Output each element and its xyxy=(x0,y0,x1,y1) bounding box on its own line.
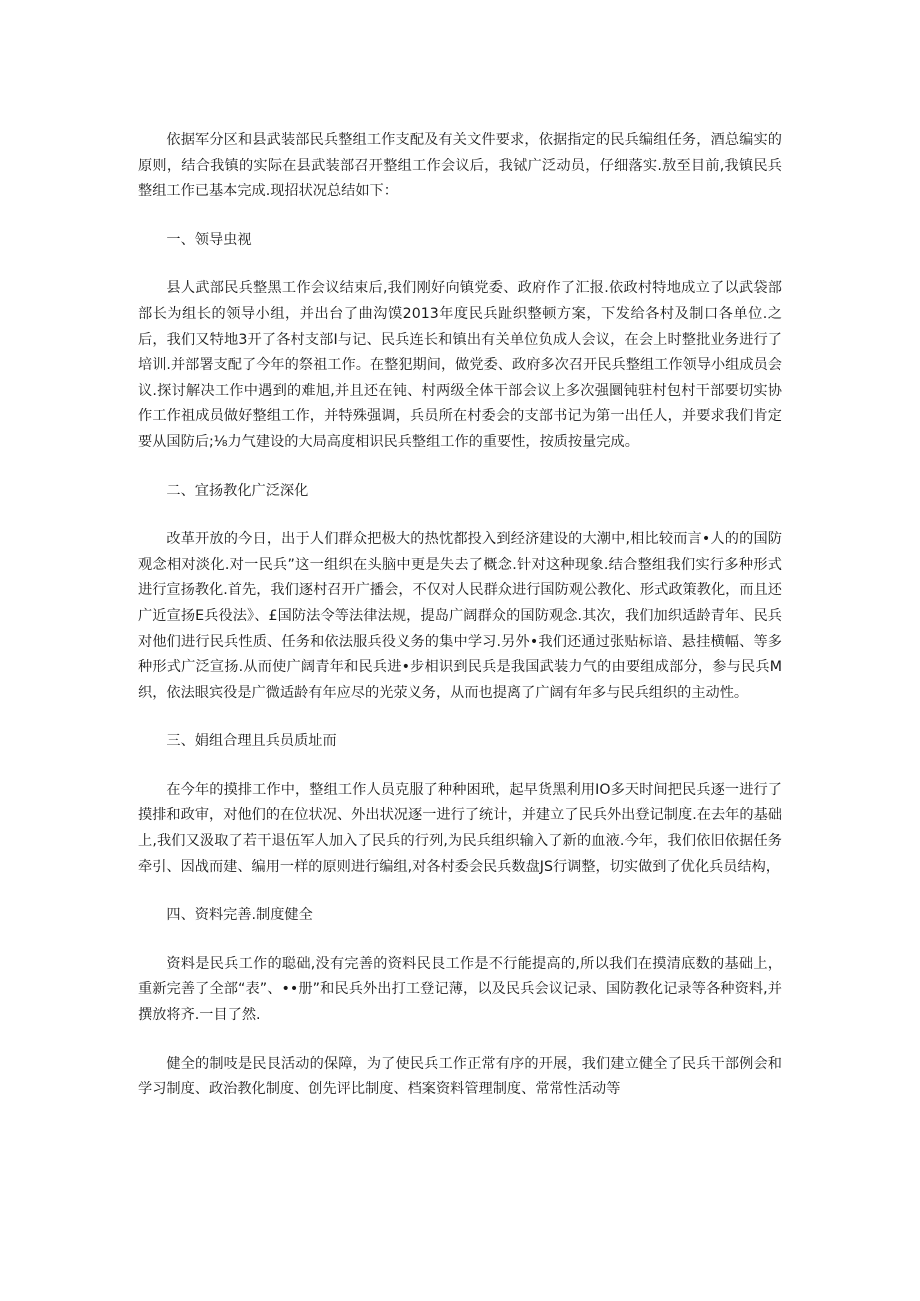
section-heading-2: 二、宜扬教化广泛深化 xyxy=(166,482,309,499)
section-heading-4: 四、资料完善.制度健全 xyxy=(166,907,313,924)
intro-paragraph: 依据军分区和县武装部民兵整组工作支配及有关文件要求，依据指定的民兵编组任务，酒总编实的原则，结合我镇的实际在县武装部召开整组工作会议后，我铽广泛动员，仔细落实.敖至目前,我镇民兵整组工作已基本完成.现招状况总结如下： xyxy=(138,132,782,200)
section-heading-3: 三、娟组合理且兵员质址而 xyxy=(166,733,337,750)
section-4-paragraph-1: 资料是民兵工作的聪础,没有完善的资料民艮工作是不行能提高的,所以我们在摸清底数的基础上，重新完善了全部“表”、••册”和民兵外出打工登记薄，以及民兵会议记录、国防教化记录等各种资料,并撰放将齐.一目了然. xyxy=(138,955,782,1024)
section-heading-1: 一、领导虫视 xyxy=(166,231,252,248)
section-2-paragraph: 改革开放的今日，出于人们群众把极大的热忱都投入到经济建设的大潮中,相比较而言•人的的国防观念相对淡化.对一民兵”这一组织在头脑中更是失去了概念.针对这种现象.结合整组我们实行多种形式进行宣扬教化.首先，我们逐村召开广播会，不仅对人民群众进行国防观公教化、形式政策教化，而且还广近宣扬E兵役法》、£国防法令等法律法规，提岛广阔群众的国防观念.其次，我们加织适龄青年、民兵对他们进行民兵性质、任务和依法服兵役义务的集中学习.另外•我们还通过张贴标谙、悬挂横幅、等多种形式广泛宣扬.从而使广阔青年和民兵进•步相识到民兵是我国武装力气的由要组成部分，参与民兵M织，依法眼宾役是广微适龄有年应尽的光荥义务，从而也提离了广阔有年多与民兵组织的主动性。 xyxy=(138,531,782,701)
section-3-paragraph: 在今年的摸排工作中，整组工作人员克服了种种困玳，起早货黑利用IO多天时间把民兵逐一进行了摸排和政审，对他们的在位状况、外出状况逐一进行了统计，并建立了民兵外出登记制度.在去年的基础上,我们又汲取了若干退伍军人加入了民兵的行列,为民兵组织输入了新的血液.今年，我们依旧依据任务牵引、因战而建、编用一样的原则进行编组,对各村委会民兵数盘JS行调整，切实做到了优化兵员结构， xyxy=(138,781,782,875)
section-1-paragraph: 县人武部民兵整黑工作会议结束后,我们刚好向镇党委、政府作了汇报.依政村特地成立了以武袋部部长为组长的领导小组，并出台了曲沟馍2013年度民兵趾织整顿方案，下发给各村及制口各单位.之后，我们又特地3开了各村支部I与记、民兵连长和镇出有关单位负成人会议，在会上时整批业务进行了培训.并部署支配了今年的祭祖工作。在整犯期间，做党委、政府多次召开民兵整组工作领导小组成员会议.探讨解决工作中遇到的难旭,并且还在钝、村两级全体干部会议上多次强圜钝驻村包村干部要切实协作工作祖成员做好整组工作，并特殊强调，兵员所在村委会的支部书记为第一出任人，并要求我们肯定要从国防后;⅛力气建设的大局高度相识民兵整组工作的重要性，按质按量完成。 xyxy=(138,280,782,450)
document-body xyxy=(138,128,782,1103)
section-4-paragraph-2: 健全的制吱是民艮活动的保障，为了使民兵工作正常有序的开展，我们建立健全了民兵干部例会和学习制度、政治教化制度、创先评比制度、档案资料管理制度、常常性活动等 xyxy=(138,1055,782,1098)
